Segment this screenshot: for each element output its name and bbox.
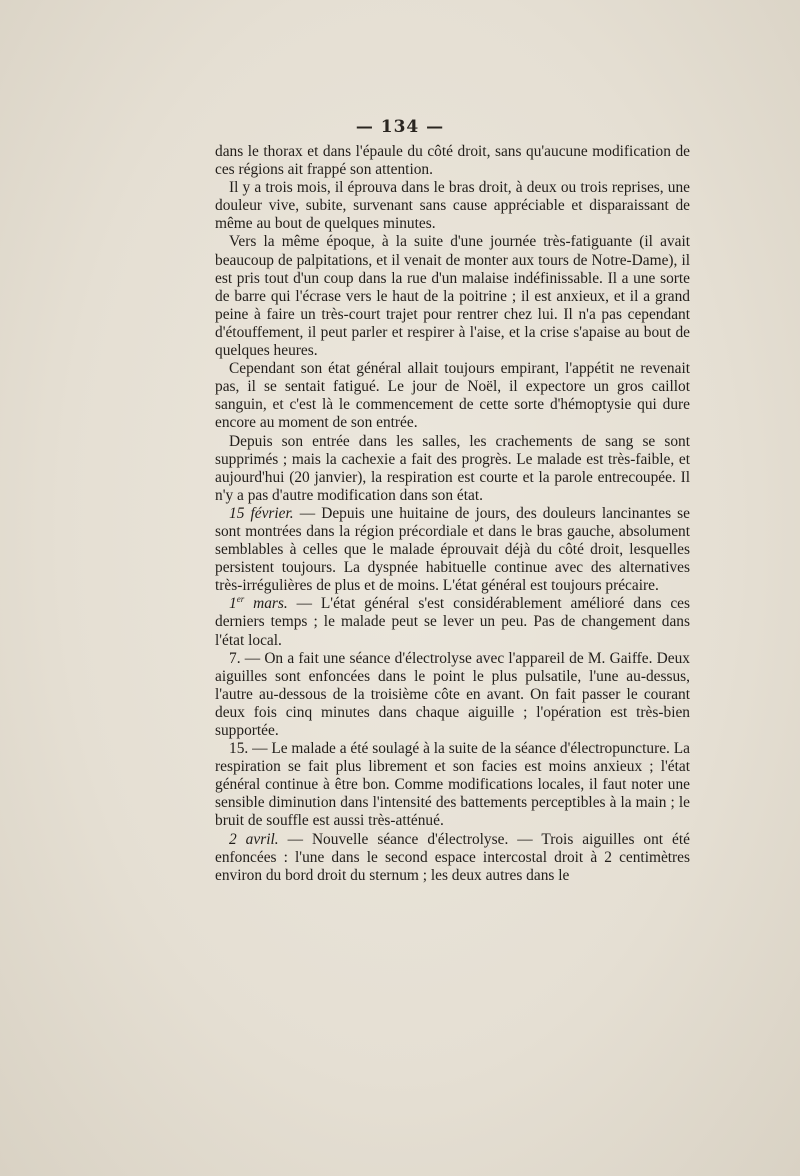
paragraph-2 [215, 179, 690, 233]
paragraph-text: Vers la même époque, à la suite d'une journée très-fatiguante (il avait beaucoup de palpitations, et il venait de monter aux tours de Notre-Dame), il est pris tout d'un coup dans la rue d'un malaise indéfinissable. Il a une sorte de barre qui l'écrase vers le haut de la poitrine ; il est anxieux, et il a grand peine à faire un très-court trajet pour rentrer chez lui. Il n'a pas cependant d'étouffement, il peut parler et respirer à l'aise, et la crise s'apaise au bout de quelques heures. [215, 233, 690, 360]
paragraph-text: dans le thorax et dans l'épaule du côté droit, sans qu'aucune modification de ces régions ait frappé son attention. [215, 143, 690, 179]
paragraph-text: 15. — Le malade a été soulagé à la suite de la séance d'électropuncture. La respiration se fait plus librement et son facies est moins anxieux ; l'état général continue à être bon. Comme modifications locales, il faut noter une sensible diminution dans l'intensité des battements perceptibles à la main ; le bruit de souffle est aussi très-atténué. [215, 740, 690, 830]
paragraph-5 [215, 433, 690, 505]
paragraph-text: — L'état général s'est considérablement amélioré dans ces derniers temps ; le malade peut se lever un peu. Pas de changement dans l'état local. [215, 595, 691, 649]
paragraph-text: — Nouvelle séance d'électrolyse. — Trois aiguilles ont été enfoncées : l'une dans le second espace intercostal droit à 2 centimètres environ du bord droit du sternum ; les deux autres dans le [215, 830, 690, 884]
paragraph-text: — Depuis une huitaine de jours, des douleurs lancinantes se sont montrées dans la région précordiale et dans le bras gauche, absolument semblables à celles que le malade éprouvait déjà du côté droit, lesquelles persistent toujours. La dyspnée habituelle continue avec des alternatives très-irrégulières de plus et de moins. L'état général est toujours précaire. [215, 504, 690, 595]
paragraph-7 [215, 595, 690, 649]
paragraph-10 [215, 831, 690, 885]
paragraph-text: Il y a trois mois, il éprouva dans le bras droit, à deux ou trois reprises, une douleur vive, subite, survenant sans cause appréciable et disparaissant de même au bout de quelques minutes. [215, 179, 690, 233]
paragraph-6 [215, 505, 690, 595]
entry-date: 2 avril. [229, 830, 279, 848]
paragraph-text: Depuis son entrée dans les salles, les crachements de sang se sont supprimés ; mais la cachexie a fait des progrès. Le malade est très-faible, et aujourd'hui (20 janvier), la respiration est courte et la parole entrecoupée. Il n'y a pas d'autre modification dans son état. [215, 432, 690, 504]
paragraph-1 [215, 143, 690, 179]
paragraph-9 [215, 740, 690, 830]
body-text [215, 143, 690, 885]
paragraph-8 [215, 650, 690, 740]
entry-date-number: 1 [229, 595, 237, 613]
entry-date-superscript: er [236, 594, 245, 605]
page-number: — 134 — [355, 117, 445, 137]
paragraph-3 [215, 233, 690, 360]
entry-date: 15 février. [229, 504, 294, 522]
paragraph-text: 7. — On a fait une séance d'électrolyse avec l'appareil de M. Gaiffe. Deux aiguilles sont enfoncées dans le point le plus pulsatile, l'une au-dessus, l'autre au-dessous de la troisième côte en avant. On fait passer le courant deux fois cinq minutes dans chaque aiguille ; l'opération est très-bien supportée. [215, 649, 690, 739]
entry-date: mars. [244, 595, 288, 613]
paragraph-text: Cependant son état général allait toujours empirant, l'appétit ne revenait pas, il se sentait fatigué. Le jour de Noël, il expectore un gros caillot sanguin, et c'est là le commencement de cette sorte d'hémoptysie qui dure encore au moment de son entrée. [215, 360, 690, 432]
paragraph-4 [215, 360, 690, 432]
